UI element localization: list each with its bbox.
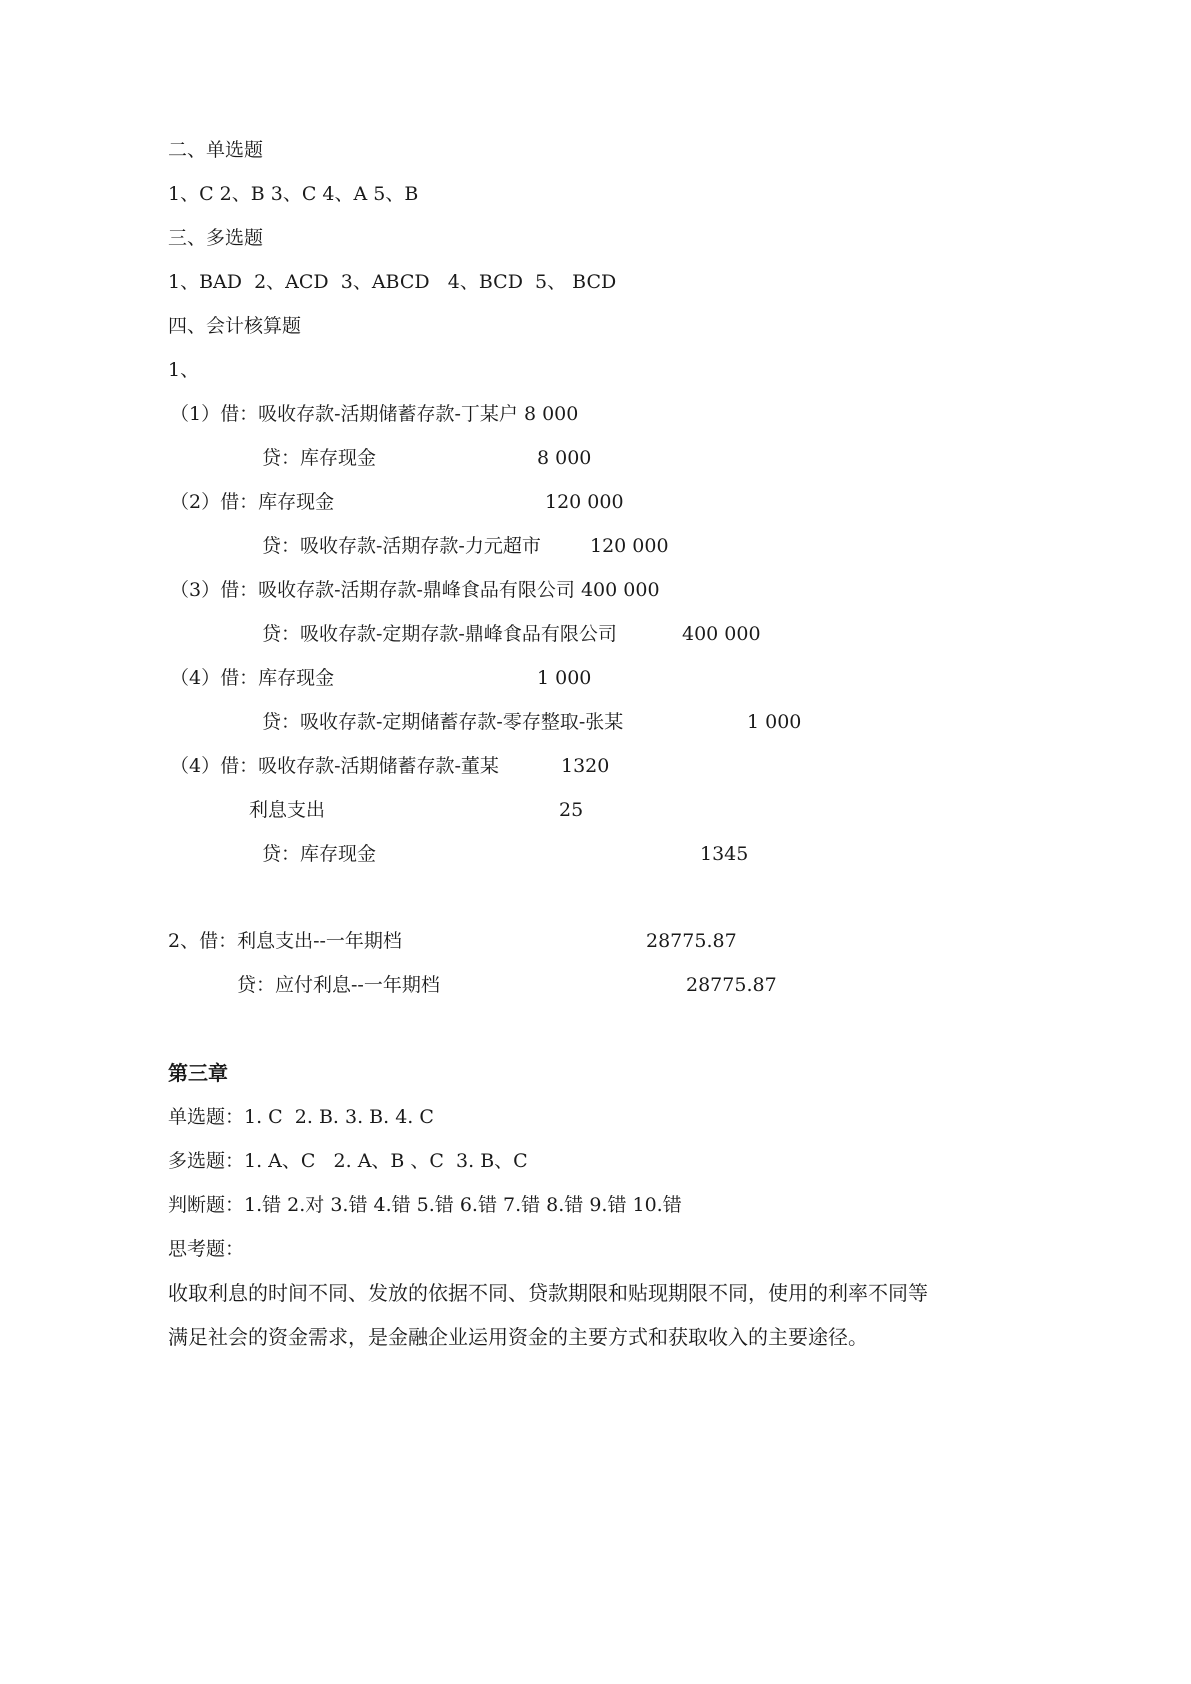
- journal-entry-label: （4）借：库存现金: [170, 667, 335, 689]
- chapter-3-judge-answers: 判断题：1.错 2.对 3.错 4.错 5.错 6.错 7.错 8.错 9.错 10.错: [168, 1194, 682, 1216]
- chapter-3-multi-answers: 多选题：1. A、C 2. A、B 、C 3. B、C: [168, 1150, 528, 1172]
- journal-entry-amount: 120 000: [590, 535, 669, 557]
- journal-entry-label: 贷：吸收存款-定期储蓄存款-零存整取-张某: [262, 711, 624, 733]
- journal-entry-label: 贷：库存现金: [262, 447, 377, 469]
- question-1-label: 1、: [168, 359, 200, 381]
- chapter-3-think-label: 思考题：: [168, 1238, 245, 1260]
- section-2-answers: 1、C 2、B 3、C 4、A 5、B: [168, 183, 419, 205]
- journal-entry-amount: 25: [559, 799, 584, 821]
- journal-entry-label: 贷：吸收存款-活期存款-力元超市: [262, 535, 541, 557]
- journal-entry-label: （4）借：吸收存款-活期储蓄存款-董某: [170, 755, 499, 777]
- section-3-answers: 1、BAD 2、ACD 3、ABCD 4、BCD 5、 BCD: [168, 271, 617, 293]
- journal-entry-amount: 28775.87: [686, 974, 777, 996]
- chapter-3-heading: 第三章: [168, 1061, 228, 1085]
- section-3-title: 三、多选题: [168, 227, 264, 249]
- section-2-title: 二、单选题: [168, 139, 264, 161]
- journal-entry-amount: 1 000: [747, 711, 802, 733]
- journal-entry-amount: 400 000: [682, 623, 761, 645]
- journal-entry-amount: 8 000: [537, 447, 592, 469]
- journal-entry-label: 贷：库存现金: [262, 843, 377, 865]
- journal-entry-label: 利息支出: [249, 799, 326, 821]
- journal-entry-label: 贷：吸收存款-定期存款-鼎峰食品有限公司: [262, 623, 617, 645]
- journal-entry-amount: 28775.87: [646, 930, 737, 952]
- journal-entry-amount: 1 000: [537, 667, 592, 689]
- journal-entry-label: 2、借：利息支出--一年期档: [168, 930, 402, 952]
- journal-entry-label: （1）借：吸收存款-活期储蓄存款-丁某户 8 000: [170, 403, 579, 425]
- journal-entry-label: （2）借：库存现金: [170, 491, 335, 513]
- journal-entry-amount: 1320: [561, 755, 610, 777]
- journal-entry-label: （3）借：吸收存款-活期存款-鼎峰食品有限公司 400 000: [170, 579, 660, 601]
- chapter-3-paragraph: 满足社会的资金需求，是金融企业运用资金的主要方式和获取收入的主要途径。: [168, 1325, 868, 1349]
- journal-entry-label: 贷：应付利息--一年期档: [237, 974, 440, 996]
- journal-entry-amount: 1345: [700, 843, 749, 865]
- journal-entry-amount: 120 000: [545, 491, 624, 513]
- chapter-3-paragraph: 收取利息的时间不同、发放的依据不同、贷款期限和贴现期限不同，使用的利率不同等: [168, 1281, 928, 1305]
- section-4-title: 四、会计核算题: [168, 315, 302, 337]
- chapter-3-single-answers: 单选题：1. C 2. B. 3. B. 4. C: [168, 1106, 434, 1128]
